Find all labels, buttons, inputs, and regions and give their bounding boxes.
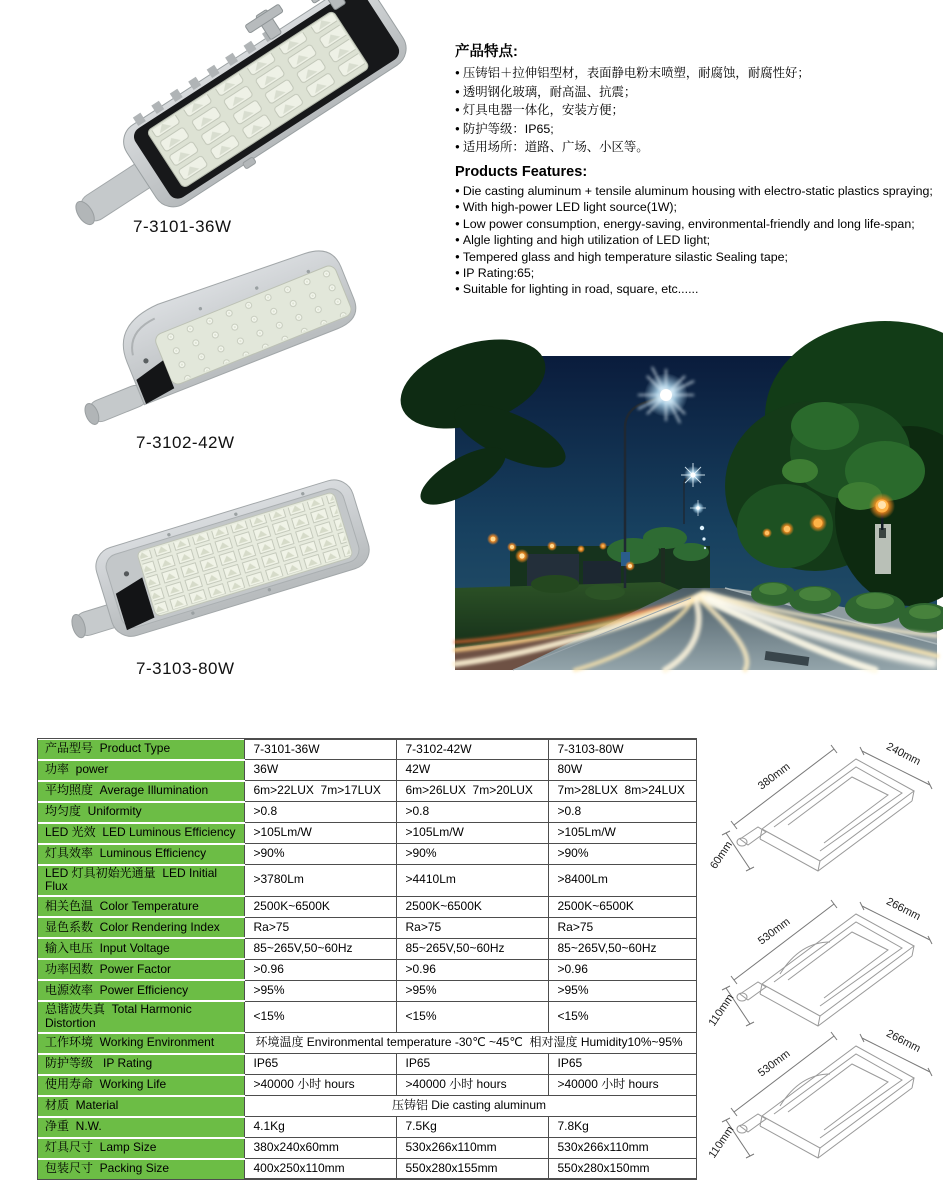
spec-value: >90% (548, 844, 696, 865)
spec-value: 80W (548, 760, 696, 781)
spec-value: Ra>75 (244, 917, 396, 938)
feature-item: ● Die casting aluminum + tensile aluminum housing with electro-static plastics spraying; (455, 183, 943, 199)
dimension-drawing-3 (700, 1016, 943, 1164)
spec-value: >105Lm/W (396, 823, 548, 844)
spec-value: Ra>75 (548, 917, 696, 938)
spec-label: 使用寿命 Working Life (38, 1075, 244, 1096)
spec-value: <15% (548, 1001, 696, 1033)
spec-value: 42W (396, 760, 548, 781)
spec-value: >0.96 (396, 959, 548, 980)
spec-value: <15% (396, 1001, 548, 1033)
spec-value: 85~265V,50~60Hz (396, 938, 548, 959)
spec-value: 7.8Kg (548, 1117, 696, 1138)
spec-row (38, 1033, 696, 1054)
spec-value: IP65 (396, 1054, 548, 1075)
spec-row (38, 844, 696, 865)
dim-length-label: 380mm (755, 760, 793, 793)
dimension-drawing-1 (700, 729, 943, 877)
spec-row (38, 802, 696, 823)
dim-height-label: 110mm (706, 992, 737, 1029)
features-title-en: Products Features: (455, 164, 588, 181)
spec-value-merged: 压铸铝 Die casting aluminum (244, 1096, 696, 1117)
spec-value: >105Lm/W (244, 823, 396, 844)
spec-label: 净重 N.W. (38, 1117, 244, 1138)
spec-value: IP65 (548, 1054, 696, 1075)
spec-value: >0.8 (548, 802, 696, 823)
product-model-caption-1: 7-3101-36W (133, 217, 232, 236)
spec-row (38, 1117, 696, 1138)
features-list-en (455, 183, 943, 298)
product-photo-7-3103-80w (60, 468, 395, 660)
product-photo-7-3101-36w (38, 6, 443, 214)
spec-row (38, 959, 696, 980)
spec-value: 6m>26LUX 7m>20LUX (396, 781, 548, 802)
spec-row (38, 917, 696, 938)
spec-table (38, 739, 697, 1179)
feature-item: ● 灯具电器一体化，安装方便； (455, 101, 943, 120)
spec-value: 6m>22LUX 7m>17LUX (244, 781, 396, 802)
spec-value: >8400Lm (548, 865, 696, 897)
dim-width-label: 240mm (884, 740, 923, 769)
spec-value: 2500K~6500K (244, 896, 396, 917)
spec-row (38, 1054, 696, 1075)
spec-value: >0.96 (244, 959, 396, 980)
feature-item: ● 防护等级：IP65; (455, 120, 943, 139)
dim-width-label: 266mm (884, 895, 923, 924)
spec-value: >0.96 (548, 959, 696, 980)
features-title-cn: 产品特点: (455, 44, 518, 60)
spec-value: >95% (396, 980, 548, 1001)
dim-length-label: 530mm (755, 1047, 793, 1080)
spec-value: >95% (244, 980, 396, 1001)
spec-label: 灯具效率 Luminous Efficiency (38, 844, 244, 865)
feature-item: ● IP Rating:65; (455, 265, 943, 281)
dim-height-label: 60mm (707, 839, 736, 872)
spec-label: 材质 Material (38, 1096, 244, 1117)
spec-label: LED 光效 LED Luminous Efficiency (38, 823, 244, 844)
dimension-drawing-2 (700, 884, 943, 1032)
features-block (455, 40, 943, 298)
spec-value: 36W (244, 760, 396, 781)
spec-value: 550x280x155mm (396, 1159, 548, 1179)
spec-value: 2500K~6500K (548, 896, 696, 917)
spec-value: 530x266x110mm (548, 1138, 696, 1159)
spec-label: 灯具尺寸 Lamp Size (38, 1138, 244, 1159)
spec-value: 550x280x150mm (548, 1159, 696, 1179)
feature-item: ● With high-power LED light source(1W); (455, 199, 943, 215)
feature-item: ● 压铸铝＋拉伸铝型材，表面静电粉末喷塑，耐腐蚀，耐腐性好； (455, 64, 943, 83)
spec-value: 7-3103-80W (548, 740, 696, 760)
spec-value: 7.5Kg (396, 1117, 548, 1138)
spec-label: 相关色温 Color Temperature (38, 896, 244, 917)
spec-value: 380x240x60mm (244, 1138, 396, 1159)
spec-value-merged: 环境温度 Environmental temperature -30℃ ~45℃ 相对湿度 Humidity10%~95% (244, 1033, 696, 1054)
spec-label: 功率因数 Power Factor (38, 959, 244, 980)
product-model-caption-2: 7-3102-42W (136, 433, 235, 452)
spec-label: 产品型号 Product Type (38, 740, 244, 760)
spec-row (38, 740, 696, 760)
spec-row (38, 1138, 696, 1159)
spec-label: 平均照度 Average Illumination (38, 781, 244, 802)
spec-row (38, 938, 696, 959)
spec-value: >4410Lm (396, 865, 548, 897)
spec-row (38, 760, 696, 781)
spec-value: 85~265V,50~60Hz (548, 938, 696, 959)
spec-value: >0.8 (396, 802, 548, 823)
dim-width-label: 266mm (884, 1027, 923, 1056)
feature-item: ● 适用场所：道路、广场、小区等。 (455, 138, 943, 157)
spec-value: >95% (548, 980, 696, 1001)
feature-item: ● Suitable for lighting in road, square, etc...... (455, 281, 943, 297)
spec-row (38, 781, 696, 802)
spec-row (38, 1159, 696, 1179)
dim-length-label: 530mm (755, 915, 793, 948)
spec-value: 530x266x110mm (396, 1138, 548, 1159)
spec-value: >40000 小时 hours (244, 1075, 396, 1096)
features-list-cn (455, 64, 943, 157)
spec-value: 7-3101-36W (244, 740, 396, 760)
spec-row (38, 1075, 696, 1096)
spec-value: 85~265V,50~60Hz (244, 938, 396, 959)
spec-label: 电源效率 Power Efficiency (38, 980, 244, 1001)
spec-value: 2500K~6500K (396, 896, 548, 917)
spec-row (38, 896, 696, 917)
spec-value: Ra>75 (396, 917, 548, 938)
spec-value: 7m>28LUX 8m>24LUX (548, 781, 696, 802)
spec-label: 工作环境 Working Environment (38, 1033, 244, 1054)
spec-row (38, 1001, 696, 1033)
feature-item: ● 透明钢化玻璃，耐高温、抗震； (455, 83, 943, 102)
spec-value: 4.1Kg (244, 1117, 396, 1138)
spec-value: >0.8 (244, 802, 396, 823)
dim-height-label: 110mm (706, 1124, 737, 1161)
spec-row (38, 823, 696, 844)
product-photo-7-3102-42w (65, 248, 395, 436)
spec-label: 功率 power (38, 760, 244, 781)
spec-value: IP65 (244, 1054, 396, 1075)
spec-value: >90% (396, 844, 548, 865)
spec-value: 400x250x110mm (244, 1159, 396, 1179)
spec-value: <15% (244, 1001, 396, 1033)
feature-item: ● Algle lighting and high utilization of LED light; (455, 232, 943, 248)
spec-value: >90% (244, 844, 396, 865)
product-model-caption-3: 7-3103-80W (136, 659, 235, 678)
spec-value: 7-3102-42W (396, 740, 548, 760)
spec-row (38, 1096, 696, 1117)
spec-label: 输入电压 Input Voltage (38, 938, 244, 959)
spec-value: >3780Lm (244, 865, 396, 897)
street-scene-photo (455, 356, 937, 670)
spec-label: LED 灯具初始光通量 LED Initial Flux (38, 865, 244, 897)
spec-row (38, 865, 696, 897)
spec-value: >40000 小时 hours (396, 1075, 548, 1096)
spec-label: 包装尺寸 Packing Size (38, 1159, 244, 1179)
feature-item: ● Low power consumption, energy-saving, environmental-friendly and long life-span; (455, 216, 943, 232)
spec-label: 总谐波失真 Total Harmonic Distortion (38, 1001, 244, 1033)
spec-label: 显色系数 Color Rendering Index (38, 917, 244, 938)
spec-table-wrap (37, 738, 697, 1180)
spec-value: >105Lm/W (548, 823, 696, 844)
spec-label: 防护等级 IP Rating (38, 1054, 244, 1075)
spec-label: 均匀度 Uniformity (38, 802, 244, 823)
spec-row (38, 980, 696, 1001)
spec-value: >40000 小时 hours (548, 1075, 696, 1096)
feature-item: ● Tempered glass and high temperature silastic Sealing tape; (455, 249, 943, 265)
